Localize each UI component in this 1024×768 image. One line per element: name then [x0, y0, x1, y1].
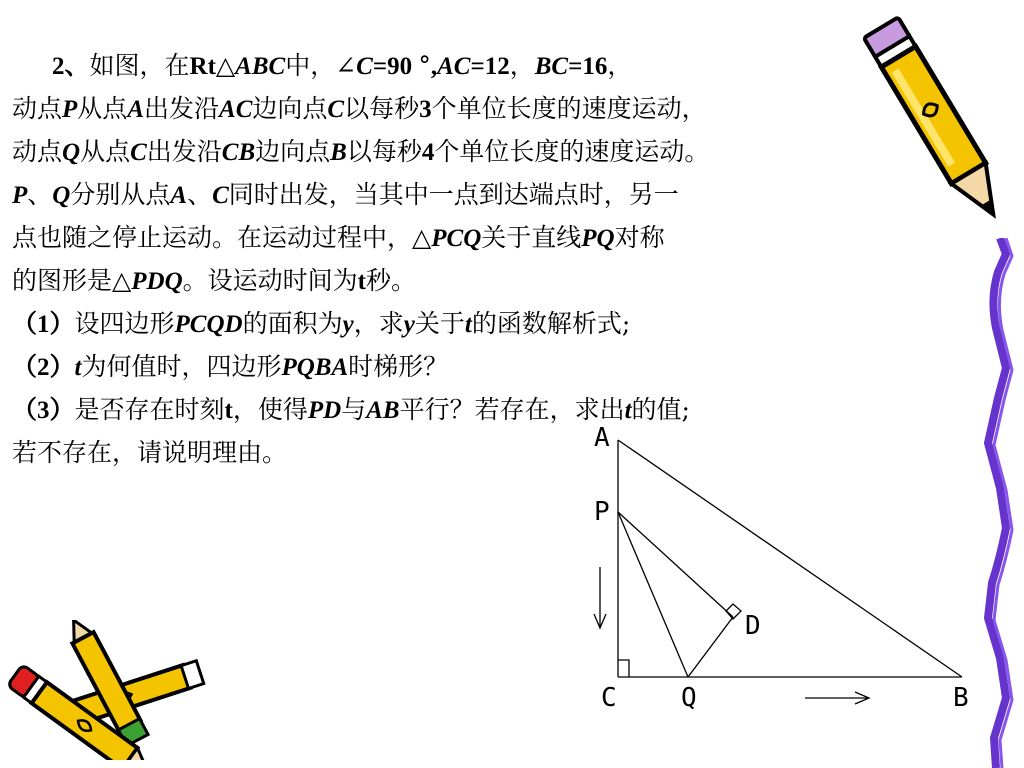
problem-line-1: 2、如图，在Rt△ABC中，∠C=90 °,AC=12，BC=16，: [52, 51, 633, 80]
segment-pd: [618, 512, 733, 617]
question-3: （3）是否存在时刻t，使得PD与AB平行？若存在，求出t的值;: [12, 395, 690, 424]
problem-line-3: 动点Q从点C出发沿CB边向点B以每秒4个单位长度的速度运动。: [12, 137, 710, 166]
right-angle-mark-c: [618, 660, 629, 677]
problem-line-2: 动点P从点A出发沿AC边向点C以每秒3个单位长度的速度运动，: [12, 94, 707, 123]
segment-pq: [618, 512, 688, 677]
problem-line-5: 点也随之停止运动。在运动过程中，△PCQ关于直线PQ对称: [12, 223, 665, 252]
label-p: P: [594, 497, 610, 527]
question-3-continued: 若不存在，请说明理由。: [12, 438, 288, 467]
label-d: D: [745, 611, 761, 641]
segment-ab: [618, 440, 962, 677]
problem-line-6: 的图形是△PDQ。设运动时间为t秒。: [12, 266, 416, 295]
problem-line-4: P、Q分别从点A、C同时出发，当其中一点到达端点时，另一: [12, 180, 679, 209]
question-2: （2）t为何值时，四边形PQBA时梯形？: [12, 352, 449, 381]
label-b: B: [953, 683, 969, 713]
problem-text: [12, 44, 972, 474]
label-q: Q: [681, 683, 697, 713]
arrow-right-head: [855, 692, 869, 704]
label-a: A: [594, 423, 610, 453]
right-angle-mark-d: [726, 604, 741, 619]
arrow-down-head: [594, 614, 606, 628]
question-1: （1）设四边形PCQD的面积为y，求y关于t的函数解析式;: [12, 309, 631, 338]
segment-dq: [688, 617, 733, 677]
label-c: C: [601, 683, 617, 713]
pencil-border-icon: [960, 238, 1024, 768]
pencil-top-right-icon: [858, 0, 1008, 240]
crossed-pencils-icon: [0, 620, 210, 760]
